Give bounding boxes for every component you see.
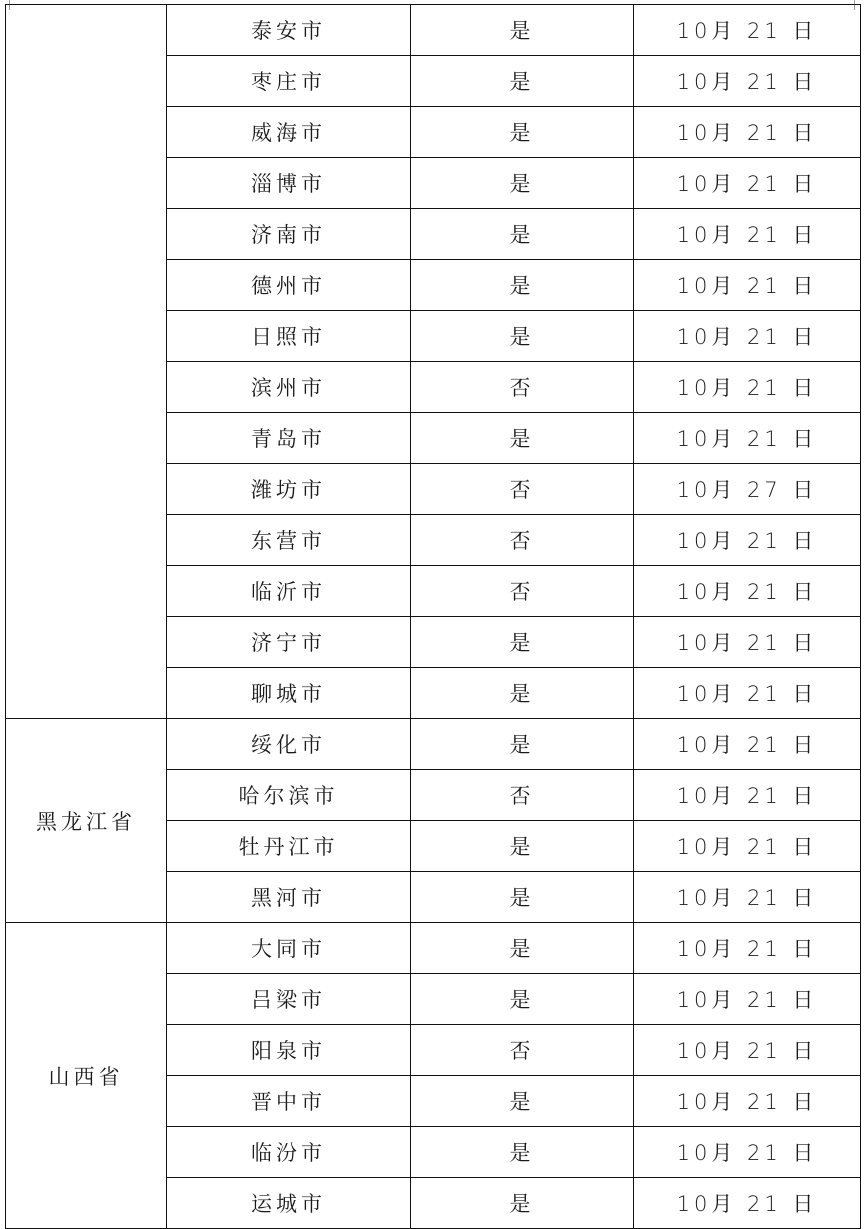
date-cell: 10月 21 日 bbox=[634, 362, 861, 413]
flag-cell: 是 bbox=[411, 56, 634, 107]
date-cell: 10月 21 日 bbox=[634, 974, 861, 1025]
city-cell: 潍坊市 bbox=[167, 464, 411, 515]
flag-cell: 是 bbox=[411, 311, 634, 362]
flag-cell: 否 bbox=[411, 1025, 634, 1076]
province-cell bbox=[6, 5, 167, 719]
city-cell: 滨州市 bbox=[167, 362, 411, 413]
flag-cell: 否 bbox=[411, 515, 634, 566]
city-cell: 日照市 bbox=[167, 311, 411, 362]
flag-cell: 是 bbox=[411, 209, 634, 260]
flag-cell: 否 bbox=[411, 362, 634, 413]
province-cell: 黑龙江省 bbox=[6, 719, 167, 923]
date-cell: 10月 21 日 bbox=[634, 872, 861, 923]
flag-cell: 是 bbox=[411, 1178, 634, 1229]
table-body bbox=[6, 5, 861, 1229]
flag-cell: 是 bbox=[411, 719, 634, 770]
date-cell: 10月 21 日 bbox=[634, 1178, 861, 1229]
date-cell: 10月 21 日 bbox=[634, 413, 861, 464]
date-cell: 10月 21 日 bbox=[634, 311, 861, 362]
date-cell: 10月 21 日 bbox=[634, 617, 861, 668]
date-cell: 10月 21 日 bbox=[634, 770, 861, 821]
date-cell: 10月 21 日 bbox=[634, 158, 861, 209]
city-cell: 大同市 bbox=[167, 923, 411, 974]
date-cell: 10月 21 日 bbox=[634, 1127, 861, 1178]
city-cell: 青岛市 bbox=[167, 413, 411, 464]
city-cell: 枣庄市 bbox=[167, 56, 411, 107]
date-cell: 10月 21 日 bbox=[634, 107, 861, 158]
flag-cell: 是 bbox=[411, 107, 634, 158]
date-cell: 10月 21 日 bbox=[634, 56, 861, 107]
city-status-table bbox=[5, 4, 861, 1229]
city-cell: 聊城市 bbox=[167, 668, 411, 719]
flag-cell: 是 bbox=[411, 5, 634, 56]
date-cell: 10月 21 日 bbox=[634, 5, 861, 56]
city-cell: 晋中市 bbox=[167, 1076, 411, 1127]
date-cell: 10月 21 日 bbox=[634, 1076, 861, 1127]
date-cell: 10月 21 日 bbox=[634, 566, 861, 617]
city-cell: 牡丹江市 bbox=[167, 821, 411, 872]
flag-cell: 否 bbox=[411, 770, 634, 821]
city-cell: 临沂市 bbox=[167, 566, 411, 617]
date-cell: 10月 21 日 bbox=[634, 1025, 861, 1076]
city-cell: 运城市 bbox=[167, 1178, 411, 1229]
date-cell: 10月 21 日 bbox=[634, 209, 861, 260]
date-cell: 10月 21 日 bbox=[634, 719, 861, 770]
date-cell: 10月 27 日 bbox=[634, 464, 861, 515]
date-cell: 10月 21 日 bbox=[634, 668, 861, 719]
city-cell: 济宁市 bbox=[167, 617, 411, 668]
table-row bbox=[6, 923, 861, 974]
flag-cell: 否 bbox=[411, 566, 634, 617]
flag-cell: 是 bbox=[411, 413, 634, 464]
city-cell: 黑河市 bbox=[167, 872, 411, 923]
city-cell: 德州市 bbox=[167, 260, 411, 311]
city-cell: 淄博市 bbox=[167, 158, 411, 209]
flag-cell: 是 bbox=[411, 1127, 634, 1178]
flag-cell: 是 bbox=[411, 1076, 634, 1127]
city-cell: 绥化市 bbox=[167, 719, 411, 770]
flag-cell: 是 bbox=[411, 617, 634, 668]
flag-cell: 是 bbox=[411, 872, 634, 923]
flag-cell: 是 bbox=[411, 923, 634, 974]
city-cell: 阳泉市 bbox=[167, 1025, 411, 1076]
city-cell: 临汾市 bbox=[167, 1127, 411, 1178]
flag-cell: 否 bbox=[411, 464, 634, 515]
date-cell: 10月 21 日 bbox=[634, 515, 861, 566]
city-cell: 威海市 bbox=[167, 107, 411, 158]
date-cell: 10月 21 日 bbox=[634, 821, 861, 872]
flag-cell: 是 bbox=[411, 158, 634, 209]
province-cell: 山西省 bbox=[6, 923, 167, 1229]
flag-cell: 是 bbox=[411, 668, 634, 719]
city-cell: 吕梁市 bbox=[167, 974, 411, 1025]
date-cell: 10月 21 日 bbox=[634, 260, 861, 311]
flag-cell: 是 bbox=[411, 821, 634, 872]
flag-cell: 是 bbox=[411, 974, 634, 1025]
city-cell: 哈尔滨市 bbox=[167, 770, 411, 821]
city-cell: 东营市 bbox=[167, 515, 411, 566]
table-row bbox=[6, 5, 861, 56]
flag-cell: 是 bbox=[411, 260, 634, 311]
date-cell: 10月 21 日 bbox=[634, 923, 861, 974]
table-row bbox=[6, 719, 861, 770]
city-cell: 济南市 bbox=[167, 209, 411, 260]
city-cell: 泰安市 bbox=[167, 5, 411, 56]
